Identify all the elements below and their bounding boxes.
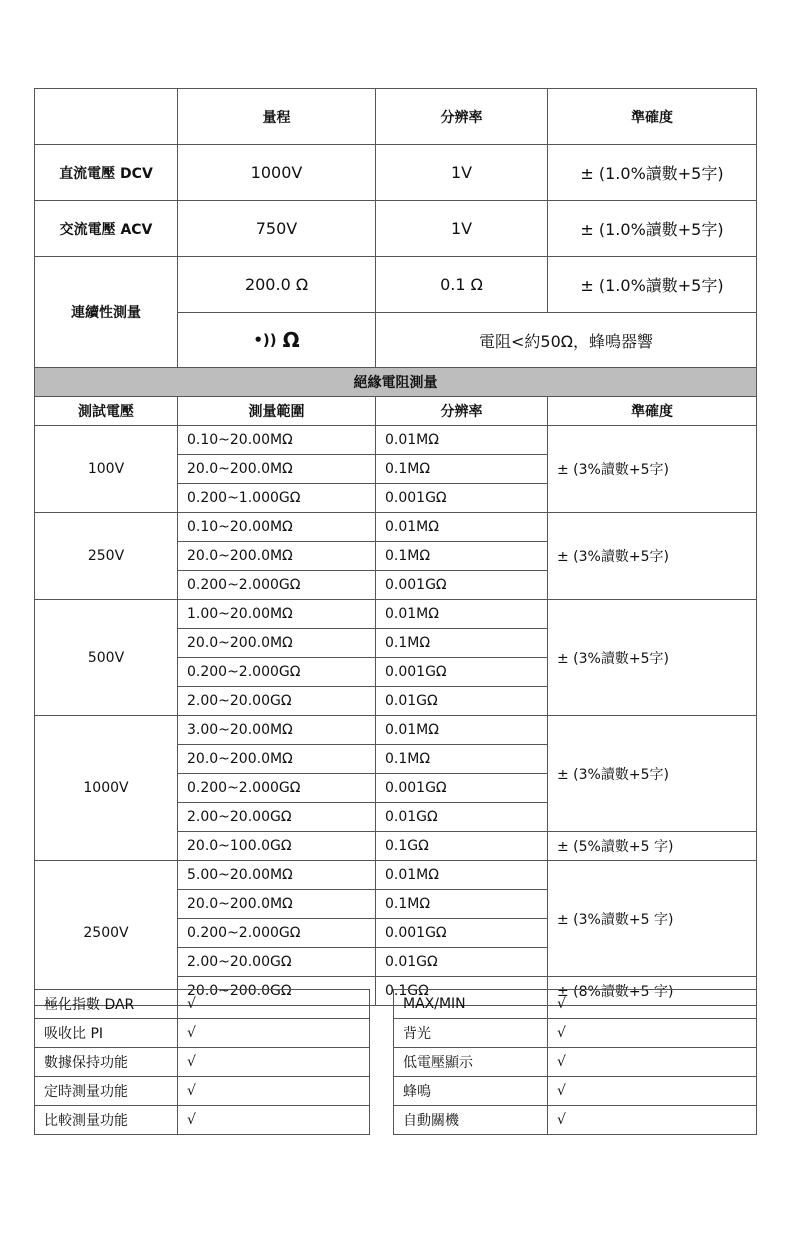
spec-header-row [35,89,757,145]
measure-range: 0.10~20.00MΩ [178,513,376,542]
measure-range: 20.0~200.0MΩ [178,745,376,774]
continuity-range: 200.0 Ω [178,257,376,313]
feature-name: 定時測量功能 [35,1077,178,1106]
spec-header-resolution: 分辨率 [376,89,548,145]
feature-name: 極化指數 DAR [35,990,178,1019]
continuity-label: 連續性測量 [35,257,178,368]
feature-name: 低電壓顯示 [394,1048,548,1077]
resolution-value: 0.1GΩ [376,977,548,1006]
features-table [34,989,757,1135]
feature-name: 吸收比 PI [35,1019,178,1048]
table-row [35,426,757,455]
measure-range: 0.200~2.000GΩ [178,658,376,687]
table-row [35,716,757,745]
measure-range: 1.00~20.00MΩ [178,600,376,629]
feature-name: 數據保持功能 [35,1048,178,1077]
continuity-row [35,257,757,313]
measure-range: 5.00~20.00MΩ [178,861,376,890]
test-voltage: 500V [35,600,178,716]
accuracy-value: ± (3%讀數+5 字) [548,861,757,977]
insulation-title: 絕緣電阻測量 [35,368,757,397]
measure-range: 20.0~200.0MΩ [178,629,376,658]
resolution-value: 0.1GΩ [376,832,548,861]
insulation-title-row [35,368,757,397]
resolution-value: 0.01MΩ [376,426,548,455]
resolution-value: 0.01GΩ [376,687,548,716]
spec-table [34,88,757,368]
acv-label: 交流電壓 ACV [35,201,178,257]
feature-check: √ [178,1019,370,1048]
feature-check: √ [548,1048,757,1077]
measure-range: 0.200~2.000GΩ [178,919,376,948]
resolution-value: 0.001GΩ [376,774,548,803]
insulation-header-voltage: 測試電壓 [35,397,178,426]
resolution-value: 0.1MΩ [376,890,548,919]
measure-range: 20.0~200.0MΩ [178,455,376,484]
feature-name: 蜂鳴 [394,1077,548,1106]
accuracy-value: ± (3%讀數+5字) [548,513,757,600]
feature-divider [370,990,394,1135]
accuracy-value: ± (8%讀數+5 字) [548,977,757,1006]
feature-name: MAX/MIN [394,990,548,1019]
feature-name: 背光 [394,1019,548,1048]
resolution-value: 0.001GΩ [376,484,548,513]
measure-range: 0.200~1.000GΩ [178,484,376,513]
measure-range: 20.0~200.0MΩ [178,542,376,571]
dcv-range: 1000V [178,145,376,201]
table-row [35,513,757,542]
feature-check: √ [178,1106,370,1135]
resolution-value: 0.01MΩ [376,513,548,542]
feature-name: 比較測量功能 [35,1106,178,1135]
dcv-row [35,145,757,201]
insulation-header-range: 測量範圍 [178,397,376,426]
test-voltage: 100V [35,426,178,513]
feature-name: 自動關機 [394,1106,548,1135]
measure-range: 20.0~200.0MΩ [178,890,376,919]
feature-check: √ [178,990,370,1019]
measure-range: 2.00~20.00GΩ [178,948,376,977]
feature-check: √ [548,1106,757,1135]
resolution-value: 0.1MΩ [376,629,548,658]
dcv-label: 直流電壓 DCV [35,145,178,201]
test-voltage: 250V [35,513,178,600]
feature-check: √ [178,1048,370,1077]
acv-accuracy: ± (1.0%讀數+5字) [548,201,757,257]
accuracy-value: ± (3%讀數+5字) [548,426,757,513]
measure-range: 0.200~2.000GΩ [178,571,376,600]
insulation-header-resolution: 分辨率 [376,397,548,426]
measure-range: 3.00~20.00MΩ [178,716,376,745]
measure-range: 20.0~100.0GΩ [178,832,376,861]
measure-range: 2.00~20.00GΩ [178,803,376,832]
resolution-value: 0.001GΩ [376,571,548,600]
accuracy-value: ± (3%讀數+5字) [548,716,757,832]
table-row [35,600,757,629]
measure-range: 2.00~20.00GΩ [178,687,376,716]
test-voltage: 1000V [35,716,178,861]
measure-range: 0.10~20.00MΩ [178,426,376,455]
resolution-value: 0.01GΩ [376,948,548,977]
resolution-value: 0.01MΩ [376,716,548,745]
acv-resolution: 1V [376,201,548,257]
insulation-table [34,367,757,1006]
feature-check: √ [178,1077,370,1106]
table-row [35,1077,757,1106]
acv-range: 750V [178,201,376,257]
resolution-value: 0.1MΩ [376,542,548,571]
resolution-value: 0.01MΩ [376,600,548,629]
continuity-note: 電阻<約50Ω，蜂鳴器響 [376,313,757,368]
acv-row [35,201,757,257]
dcv-resolution: 1V [376,145,548,201]
resolution-value: 0.01GΩ [376,803,548,832]
test-voltage: 2500V [35,861,178,1006]
spec-header-blank [35,89,178,145]
table-row [35,861,757,890]
table-row [35,990,757,1019]
insulation-header-accuracy: 準確度 [548,397,757,426]
continuity-accuracy: ± (1.0%讀數+5字) [548,257,757,313]
measure-range: 20.0~200.0GΩ [178,977,376,1006]
resolution-value: 0.001GΩ [376,658,548,687]
feature-check: √ [548,1019,757,1048]
dcv-accuracy: ± (1.0%讀數+5字) [548,145,757,201]
spec-header-range: 量程 [178,89,376,145]
resolution-value: 0.1MΩ [376,455,548,484]
feature-check: √ [548,990,757,1019]
feature-check: √ [548,1077,757,1106]
accuracy-value: ± (3%讀數+5字) [548,600,757,716]
insulation-header-row [35,397,757,426]
ohm-icon: Ω [282,328,300,352]
buzzer-sound-icon: •)) [253,331,277,349]
table-row [35,1048,757,1077]
table-row [35,1019,757,1048]
resolution-value: 0.1MΩ [376,745,548,774]
continuity-symbol [178,313,376,368]
spec-header-accuracy: 準確度 [548,89,757,145]
resolution-value: 0.001GΩ [376,919,548,948]
measure-range: 0.200~2.000GΩ [178,774,376,803]
continuity-resolution: 0.1 Ω [376,257,548,313]
table-row [35,1106,757,1135]
accuracy-value: ± (5%讀數+5 字) [548,832,757,861]
resolution-value: 0.01MΩ [376,861,548,890]
